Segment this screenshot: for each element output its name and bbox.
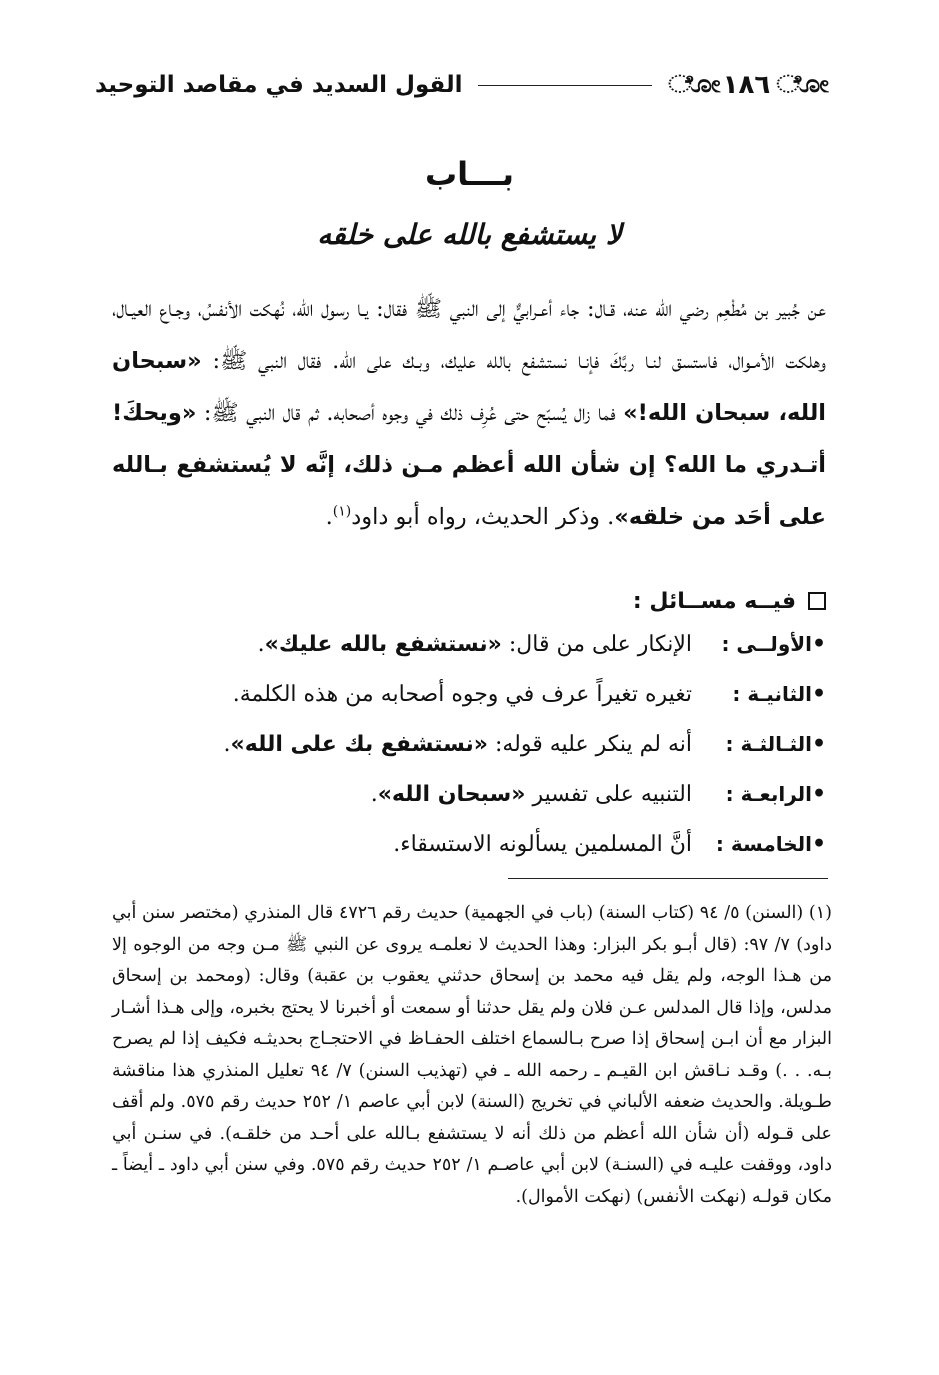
square-bullet-icon [808,592,826,610]
ornament-swirl-icon: ೋ [776,70,825,99]
issue-quote: «نستشفع بك على الله» [230,732,488,757]
issue-quote: «نستشفع بالله عليك» [264,632,502,657]
issue-item [112,819,826,869]
footnote [112,898,832,1213]
issue-text-part: الإنكار على من قال: [508,632,692,657]
hadith-text-part: . [325,504,333,530]
header-rule [478,85,651,86]
issue-label: الرابعـة : [725,782,812,806]
issue-text [112,820,692,870]
issue-label: الأولــى : [721,632,812,656]
prophet-quote: «ويحكَ! أتـدري ما الله؟ إن شأن الله أعظم مـن ذلك، إنَّه لا يُستشفع بـالله على أحَد من خلقه» [112,400,826,530]
issue-item [112,719,826,769]
issue-item [112,769,826,819]
issues-heading [112,583,826,619]
bullet-icon: • [811,681,826,707]
footnote-rule [508,878,828,879]
page-number: ١٨٦ [722,70,771,100]
footnote-text: (١) (السنن) ٥/ ٩٤ (كتاب السنة) (باب في الجهمية) حديث رقم ٤٧٢٦ قال المنذري (مختصر سنن أبي داود) ٧/ ٩٧: (قال أبـو بكر البزار: وهذا الحديث لا نعلمـه يروى عن النبي ﷺ مـن وجه من الوجوه إلا من هـذا الوجه، ولم يقل فيه محمد بن إسحاق حدثني يعقوب بن عقبة) وقال: (ومحمد بن إسحاق مدلس، وإذا قال المدلس عـن فلان ولم يقل حدثنا أو سمعت أو أخبرنا لا يحتج بخبره، وإلى هـذا أشـار البزار مع أن ابـن إسحاق إذا صرح بـالسماع اختلف الحفـاظ في الاحتجـاج بحديثـه فكيف إذا لم يصرح بـه. . .) وقـد نـاقش ابن القيـم ـ رحمه الله ـ في (تهذيب السنن) ٧/ ٩٤ تعليل المنذري هذا مناقشة طـويلة. والحديث ضعفه الألباني في تخريج (السنة) لابن أبي عاصم ١/ ٢٥٢ حديث رقم ٥٧٥. ولم أقف على قـوله (أن شأن الله أعظم من ذلك أنه لا يستشفع بـالله على أحـد من خلقـه). في سنـن أبي داود، ووقفت عليـه في (السنـة) لابن أبي عاصـم ١/ ٢٥٢ حديث رقم ٥٧٥. وفي سنن أبي داود ـ أيضاً ـ مكان قولـه (نهكت الأنفس) (نهكت الأموال). [112,903,832,1207]
issue-item [112,669,826,719]
issue-text [112,720,692,770]
issue-label: الثانيـة : [732,682,812,706]
hadith-paragraph [112,283,826,543]
issue-text [112,770,692,820]
book-title: القول السديد في مقاصد التوحيد [95,72,463,98]
bullet-icon: • [811,631,826,657]
hadith-text-part: عن جُبير بن مُطْعِم رضي الله عنه، قـال: جاء أعـرابيٌّ إلى النبي ﷺ فقال: يـا رسول الله، نُهكت الأنفسُ، وجـاع العيـال، وهلكت الأمـوال، فاستسق لنـا ربَّكَ فإنـا نستشفع بالله عليك، وبـك على الله. فقال النبي ﷺ: [112,296,826,374]
issue-text [112,620,692,670]
issue-text-part: أنَّ المسلمين يسألونه الاستسقاء. [393,832,692,857]
issue-item [112,619,826,669]
issue-text-part: التنبيه على تفسير [532,782,692,807]
issue-label: الخامسة : [715,832,812,856]
chapter-title: لا يستشفع بالله على خلقه [317,218,622,251]
chapter-label: بـــاب [425,155,514,193]
issue-label: الثـالثـة : [725,732,812,756]
bullet-icon: • [811,831,826,857]
issue-text-part: أنه لم ينكر عليه قوله: [494,732,692,757]
prophet-quote: «سبحان الله، سبحان الله!» [112,348,827,426]
hadith-text-part: فما زال يُسبّح حتى عُرِف ذلك في وجوه أصحابه. ثم قال النبي ﷺ: [203,400,616,426]
issues-section [112,583,826,869]
issue-end: . [257,632,265,657]
footnote-reference[interactable]: (١) [332,503,352,520]
hadith-text-part: . وذكر الحديث، رواه أبو داود [351,504,615,530]
issue-text [112,670,692,720]
issue-end: . [370,782,378,807]
page-number-ornament [668,70,825,100]
issues-heading-text: فيــه مســائل : [632,588,796,614]
issue-quote: «سبحان الله» [377,782,526,807]
issue-end: . [223,732,231,757]
running-header [95,62,825,108]
ornament-swirl-icon: ೋ [667,70,717,99]
bullet-icon: • [811,781,826,807]
issue-text-part: تغيره تغيراً عرف في وجوه أصحابه من هذه الكلمة. [232,682,692,707]
bullet-icon: • [811,731,826,757]
